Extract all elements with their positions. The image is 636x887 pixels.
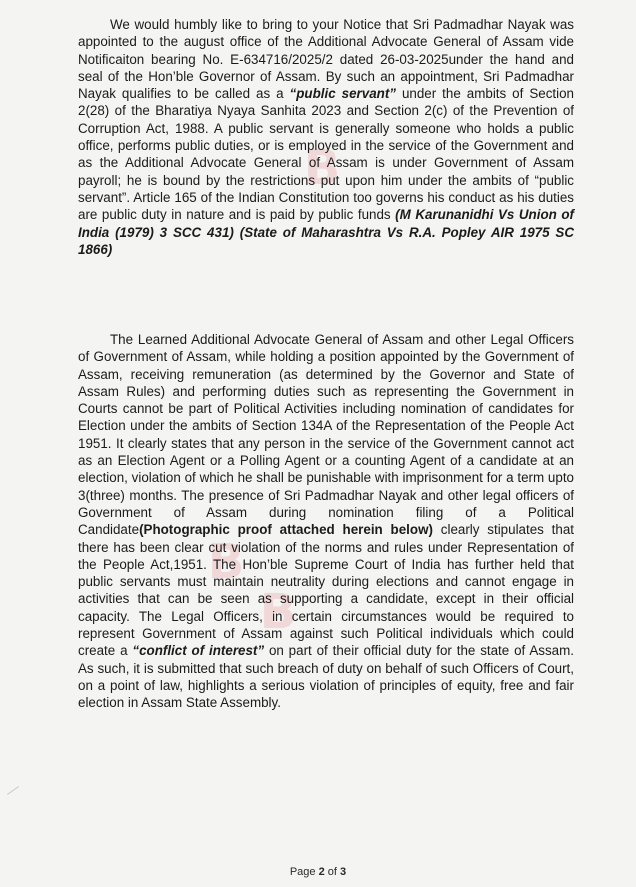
paragraph-text: We would humbly like to bring to your Notice that Sri Padmadhar Nayak was appointed to the august office of the Additional Advocate General of Assam vide Notificaiton bearing No. E-634716/2025/2 dated 26-03-2025under the hand and seal of the Hon’ble Governor of Assam. By such an appointment, Sri Padmadhar Nayak qualifies to be called as a (78, 17, 574, 102)
page-of: of (327, 866, 337, 878)
paragraph-text: clearly stipulates that there has been clear cut violation of the norms and rules under Representation of the People Act,1951. The Hon’ble Supreme Court of India has further held that public servants must maintain neutrality during elections and cannot engage in activities that can be seen as supporting a candidate, except in their official capacity. The Legal Officers, in certain circumstances would be required to represent Government of Assam against such Political individuals which could create a (78, 522, 575, 659)
emphasis-public-servant: “public servant” (289, 86, 396, 102)
case-citation: (M Karunanidhi Vs Union of India (1979) 3 SCC 431) (78, 207, 574, 240)
paragraph-public-servant (78, 16, 574, 258)
case-citation: (State of Maharashtra Vs R.A. Popley AIR 1975 SC 1866) (78, 224, 574, 257)
page-current: 2 (318, 866, 325, 878)
paragraph-text: under the ambits of Section 2(28) of the Bharatiya Nyaya Sanhita 2023 and Section 2(c) of the Prevention of Corruption Act, 1988. A public servant is generally someone who holds a public office, performs public duties, or is employed in the service of the Government and as the Additional Advocate General of Assam is under Government of Assam payroll; he is bound by the restrictions put upon him under the ambits of “public servant”. Article 165 of the Indian Constitution too governs his conduct as his duties are public duty in nature and is paid by public funds (78, 86, 574, 223)
watermark-mark: B (259, 584, 297, 640)
photographic-proof-note: (Photographic proof attached herein below) (139, 522, 433, 538)
emphasis-conflict-of-interest: “conflict of interest” (132, 643, 265, 659)
watermark-mark: B (303, 140, 341, 196)
scan-artifact (7, 786, 19, 795)
page-total: 3 (340, 866, 347, 878)
paragraph-legal-officers (78, 331, 574, 712)
page-number (0, 866, 636, 878)
paragraph-text: The Learned Additional Advocate General of Assam and other Legal Officers of Government of Assam, while holding a position appointed by the Government of Assam, receiving remuneration (as determined by the Governor and State of Assam Rules) and performing duties such as representing the Government in Courts cannot be part of Political Activities including nomination of candidates for Election under the ambits of Section 134A of the Representation of the People Act 1951. It clearly states that any person in the service of the Government cannot act as an Election Agent or a Polling Agent or a counting Agent of a candidate at an election, violation of which he shall be punishable with imprisonment for a term upto 3(three) months. The presence of Sri Padmadhar Nayak and other legal officers of Government of Assam during nomination filing of a Political Candidate (78, 332, 574, 538)
paragraph-text: on part of their official duty for the state of Assam. As such, it is submitted that such breach of duty on behalf of such Officers of Court, on a point of law, highlights a serious violation of principles of equity, free and fair election in Assam State Assembly. (78, 643, 574, 711)
watermark-mark: B (207, 534, 245, 590)
page-label: Page (289, 866, 316, 878)
